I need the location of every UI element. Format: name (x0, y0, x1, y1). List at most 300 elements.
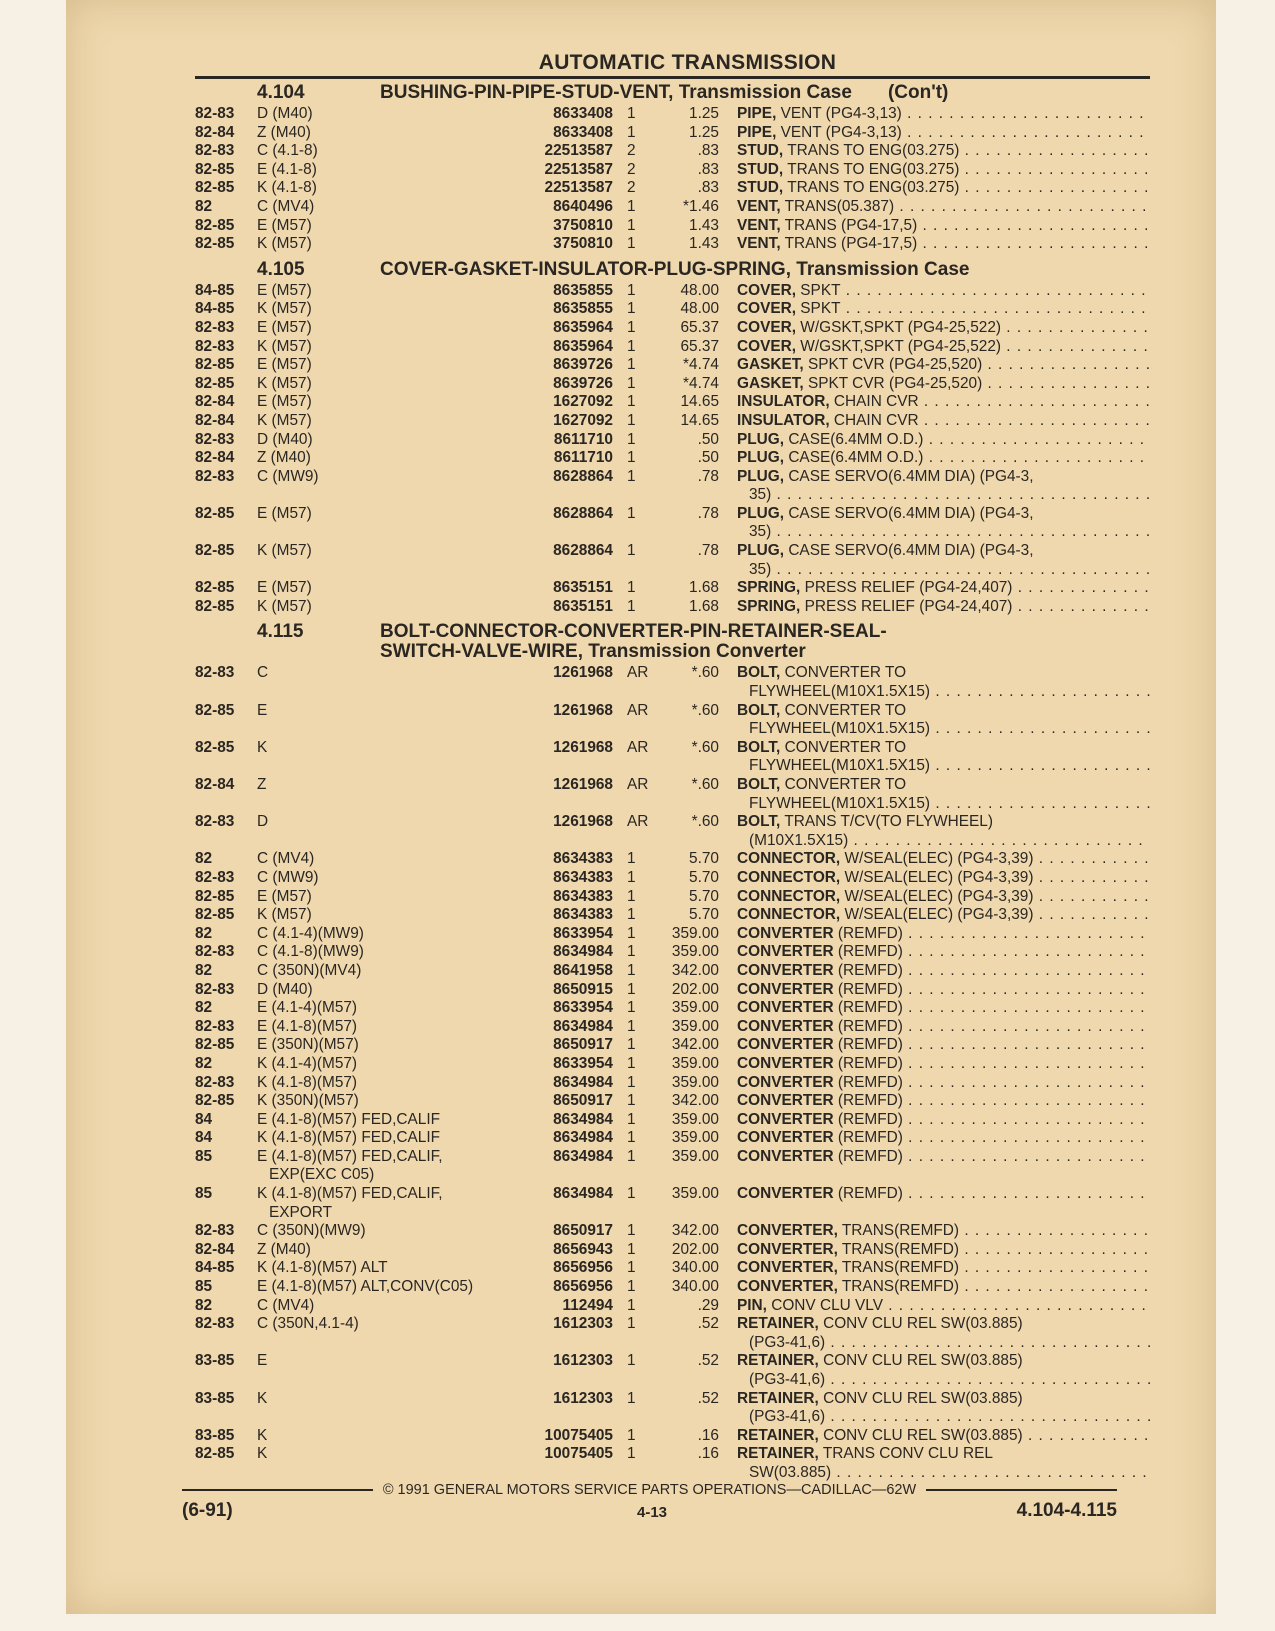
section-number: 4.115 (257, 621, 304, 643)
description-line-2: (PG3-41,6) . . . (737, 1408, 1150, 1427)
description-text: CHAIN CVR (833, 411, 919, 429)
description-line (737, 375, 1150, 394)
description-text: (REMFD) (837, 999, 903, 1017)
table-row (195, 1390, 1150, 1427)
description-line (737, 105, 1150, 124)
model-code (257, 1445, 537, 1482)
year-range: 82-85 (195, 504, 235, 522)
description-line (737, 124, 1150, 143)
description (737, 962, 1150, 981)
part-number: 3750810 (553, 216, 613, 234)
part-number: 8634984 (553, 1073, 613, 1091)
sections-container (195, 83, 1150, 1483)
year-range: 84 (195, 1129, 213, 1147)
description-text: TRANS CONV CLU REL (822, 1445, 993, 1463)
part-name: BOLT, (737, 738, 781, 756)
description-line (737, 869, 1150, 888)
description-line (737, 962, 1150, 981)
table-row (195, 217, 1150, 236)
quantity: 1 (627, 393, 636, 411)
description (737, 217, 1150, 236)
section-heading (195, 622, 1150, 662)
description (737, 1297, 1150, 1316)
part-name: COVER, (737, 318, 797, 336)
year-range: 82-85 (195, 356, 235, 374)
description-line (737, 999, 1150, 1018)
description (737, 1445, 1150, 1482)
quantity: 1 (627, 961, 636, 979)
description (737, 356, 1150, 375)
quantity: 1 (627, 449, 636, 467)
year-range: 85 (195, 1147, 213, 1165)
description-line-2: (M10X1.5X15) . . . (737, 832, 1150, 851)
table-row (195, 449, 1150, 468)
description-line (737, 161, 1150, 180)
part-number: 1627092 (553, 411, 613, 429)
parts-list (195, 105, 1150, 254)
description (737, 1111, 1150, 1130)
year-range: 82-85 (195, 738, 235, 756)
year-range: 82-84 (195, 776, 235, 793)
description-line (737, 1222, 1150, 1241)
model-code (257, 813, 537, 850)
year-range: 82-85 (195, 1092, 235, 1110)
quantity: 1 (627, 216, 636, 234)
part-number: 8635151 (553, 579, 613, 597)
model-line: K (257, 1426, 268, 1444)
description-text: CHAIN CVR (833, 393, 919, 411)
model-code (257, 161, 537, 180)
part-number: 8634383 (553, 868, 613, 886)
part-number: 8611710 (553, 449, 613, 467)
table-row (195, 664, 1150, 701)
price: *.60 (691, 813, 719, 831)
year-range: 82 (195, 1296, 213, 1314)
model-code (257, 1092, 537, 1111)
quantity: 1 (627, 999, 636, 1017)
part-name: CONVERTER, (737, 1278, 838, 1296)
price: 5.70 (689, 868, 719, 886)
price: .29 (697, 1296, 719, 1314)
price: 65.37 (680, 318, 719, 336)
quantity: AR (627, 813, 649, 831)
price: 359.00 (671, 1147, 719, 1165)
table-row (195, 124, 1150, 143)
model-code (257, 1427, 537, 1446)
description-text: VENT (PG4-3,13) (780, 105, 902, 122)
model-code (257, 664, 537, 701)
page-footer (182, 1482, 1117, 1526)
section-heading (195, 260, 1150, 280)
year-range: 82-83 (195, 105, 235, 122)
section-title-main: COVER-GASKET-INSULATOR-PLUG-SPRING, (380, 258, 791, 280)
model-line: K (4.1-8) (257, 179, 317, 197)
description (737, 124, 1150, 143)
price: *1.46 (683, 197, 719, 215)
description-line (737, 542, 1150, 561)
quantity: 1 (627, 281, 636, 299)
model-line: E (257, 701, 268, 719)
table-row (195, 1278, 1150, 1297)
part-name: CONVERTER (737, 1017, 834, 1035)
description (737, 1185, 1150, 1222)
quantity: 1 (627, 1315, 636, 1333)
description-line (737, 981, 1150, 1000)
description (737, 393, 1150, 412)
description-line (737, 198, 1150, 217)
section-continued: (Con't) (887, 82, 949, 103)
description (737, 449, 1150, 468)
description (737, 1315, 1150, 1352)
year-range: 82-85 (195, 235, 235, 253)
part-number: 8650917 (553, 1092, 613, 1110)
description-line (737, 235, 1150, 254)
section-heading (195, 83, 1150, 103)
model-code (257, 1185, 537, 1222)
description-text: CONVERTER TO (784, 776, 907, 793)
description-text: (REMFD) (837, 943, 903, 961)
section-number: 4.105 (257, 258, 305, 280)
part-name: PIN, (737, 1296, 767, 1314)
part-name: STUD, (737, 160, 784, 178)
price: 342.00 (671, 1222, 719, 1240)
description (737, 1018, 1150, 1037)
model-code (257, 1018, 537, 1037)
part-name: VENT, (737, 197, 781, 215)
part-number: 8635855 (553, 281, 613, 299)
part-number: 8640496 (553, 197, 613, 215)
footer-section-range: 4.104-4.115 (1016, 1500, 1117, 1521)
quantity: 1 (627, 430, 636, 448)
model-line: K (4.1-4)(M57) (257, 1054, 358, 1072)
model-line: C (4.1-8)(MW9) (257, 943, 364, 961)
table-row (195, 431, 1150, 450)
model-line: E (M57) (257, 579, 312, 597)
price: .52 (697, 1315, 719, 1333)
table-row (195, 319, 1150, 338)
part-number: 8656943 (553, 1240, 613, 1258)
model-line: K (257, 738, 268, 756)
description-text: W/SEAL(ELEC) (PG4-3,39) (844, 906, 1034, 924)
description-line (737, 468, 1150, 487)
year-range: 82-85 (195, 701, 235, 719)
part-number: 8635855 (553, 300, 613, 318)
price: .78 (697, 467, 719, 485)
quantity: 1 (627, 1426, 636, 1444)
year-range: 82-83 (195, 430, 235, 448)
description-line (737, 505, 1150, 524)
part-number: 1261968 (553, 701, 613, 719)
section-title (380, 83, 1150, 103)
quantity: 1 (627, 1259, 636, 1277)
model-code (257, 1111, 537, 1130)
table-row (195, 1148, 1150, 1185)
part-name: CONVERTER, (737, 1240, 838, 1258)
part-number: 8634984 (553, 1147, 613, 1165)
table-row (195, 943, 1150, 962)
model-code (257, 1129, 537, 1148)
description (737, 1036, 1150, 1055)
model-line: D (M40) (257, 430, 313, 448)
price: 342.00 (671, 961, 719, 979)
description (737, 282, 1150, 301)
part-name: CONVERTER (737, 961, 834, 979)
part-number: 22513587 (544, 142, 613, 160)
price: 1.43 (689, 235, 719, 253)
description-text: W/GSKT,SPKT (PG4-25,522) (800, 337, 1002, 355)
model-line: Z (M40) (257, 449, 311, 467)
table-row (195, 1111, 1150, 1130)
model-code (257, 412, 537, 431)
part-name: CONVERTER, (737, 1259, 838, 1277)
model-line: E (M57) (257, 356, 312, 374)
description (737, 925, 1150, 944)
quantity: 1 (627, 850, 636, 868)
part-name: CONVERTER (737, 1129, 834, 1147)
part-number: 8650917 (553, 1036, 613, 1054)
model-code (257, 179, 537, 198)
year-range: 83-85 (195, 1389, 235, 1407)
description-line (737, 356, 1150, 375)
model-line: K (257, 1389, 268, 1407)
model-line-2: EXP(EXC C05) (269, 1166, 375, 1184)
part-number: 8634383 (553, 887, 613, 905)
table-row (195, 869, 1150, 888)
table-row (195, 1297, 1150, 1316)
description-line (737, 449, 1150, 468)
footer-bottom (182, 1500, 1117, 1526)
quantity: 1 (627, 924, 636, 942)
price: 342.00 (671, 1036, 719, 1054)
description-text: (REMFD) (837, 961, 903, 979)
section-title-main: BOLT-CONNECTOR-CONVERTER-PIN-RETAINER-SEAL- (380, 621, 887, 643)
description-text: PRESS RELIEF (PG4-24,407) (804, 597, 1013, 615)
description-line (737, 1427, 1150, 1446)
model-line: E (4.1-8)(M57) FED,CALIF, (257, 1147, 443, 1165)
part-number: 1261968 (553, 664, 613, 682)
description (737, 431, 1150, 450)
price: .78 (697, 542, 719, 560)
description-line (737, 1129, 1150, 1148)
model-line: E (350N)(M57) (257, 1036, 359, 1054)
quantity: 1 (627, 1110, 636, 1128)
quantity: 1 (627, 337, 636, 355)
price: 340.00 (671, 1259, 719, 1277)
part-number: 8634984 (553, 1017, 613, 1035)
quantity: 1 (627, 318, 636, 336)
description (737, 869, 1150, 888)
quantity: 2 (627, 160, 636, 178)
year-range: 82-83 (195, 467, 235, 485)
description-text: W/SEAL(ELEC) (PG4-3,39) (844, 850, 1034, 868)
table-row (195, 813, 1150, 850)
year-range: 82-83 (195, 318, 235, 336)
part-number: 8628864 (553, 467, 613, 485)
model-line: C (MV4) (257, 197, 315, 215)
model-line: C (350N,4.1-4) (257, 1315, 359, 1333)
table-row (195, 702, 1150, 739)
description (737, 850, 1150, 869)
model-line: E (4.1-8)(M57) (257, 1017, 358, 1035)
part-number: 8634984 (553, 1110, 613, 1128)
part-name: CONVERTER (737, 999, 834, 1017)
model-code (257, 1074, 537, 1093)
part-number: 1261968 (553, 738, 613, 756)
description-line (737, 142, 1150, 161)
quantity: 1 (627, 1129, 636, 1147)
part-name: GASKET, (737, 356, 804, 374)
description (737, 579, 1150, 598)
model-line: E (M57) (257, 393, 312, 411)
description-line (737, 1390, 1150, 1409)
description-line (737, 1055, 1150, 1074)
table-row (195, 1241, 1150, 1260)
description-line (737, 776, 1150, 795)
model-line: E (M57) (257, 216, 312, 234)
year-range: 82-84 (195, 1240, 235, 1258)
table-row (195, 393, 1150, 412)
year-range: 84-85 (195, 281, 235, 299)
model-line: C (4.1-4)(MW9) (257, 924, 364, 942)
year-range: 82-85 (195, 179, 235, 197)
model-line: K (M57) (257, 906, 312, 924)
price: 359.00 (671, 1129, 719, 1147)
model-line: C (257, 664, 269, 682)
part-name: RETAINER, (737, 1389, 819, 1407)
description (737, 319, 1150, 338)
year-range: 82 (195, 850, 213, 868)
page-content (195, 50, 1150, 1483)
description-text: TRANS(REMFD) (841, 1259, 960, 1277)
quantity: 1 (627, 1278, 636, 1296)
description-text: CONV CLU VLV (771, 1296, 883, 1314)
model-code (257, 598, 537, 617)
description-line-2: FLYWHEEL(M10X1.5X15) . . . (737, 757, 1150, 776)
part-name: CONNECTOR, (737, 850, 841, 868)
model-code (257, 468, 537, 505)
description-text: TRANS(REMFD) (841, 1240, 960, 1258)
description (737, 1259, 1150, 1278)
part-number: 8635151 (553, 597, 613, 615)
year-range: 84 (195, 1110, 213, 1128)
model-code (257, 1315, 537, 1352)
model-code (257, 1259, 537, 1278)
part-number: 8650917 (553, 1222, 613, 1240)
price: *.60 (691, 738, 719, 756)
model-line: C (350N)(MV4) (257, 961, 362, 979)
year-range: 82-85 (195, 1036, 235, 1054)
part-number: 1627092 (553, 393, 613, 411)
model-line: K (4.1-8)(M57) (257, 1073, 358, 1091)
quantity: 1 (627, 1222, 636, 1240)
description-text: SPKT CVR (PG4-25,520) (807, 356, 983, 374)
model-line: E (M57) (257, 887, 312, 905)
description-line-2: 35) . . . (737, 561, 1150, 580)
model-line: K (M57) (257, 374, 312, 392)
part-number: 8633954 (553, 1054, 613, 1072)
year-range: 82-83 (195, 943, 235, 961)
table-row (195, 338, 1150, 357)
description-line (737, 1018, 1150, 1037)
model-code (257, 124, 537, 143)
description (737, 161, 1150, 180)
model-line: C (MV4) (257, 850, 315, 868)
model-line: K (4.1-8)(M57) ALT (257, 1259, 388, 1277)
description-line (737, 1036, 1150, 1055)
page-title: AUTOMATIC TRANSMISSION (195, 50, 1150, 79)
description-text: (REMFD) (837, 1147, 903, 1165)
description-line (737, 431, 1150, 450)
description (737, 1352, 1150, 1389)
description-line (737, 179, 1150, 198)
model-code (257, 1297, 537, 1316)
table-row (195, 1445, 1150, 1482)
table-row (195, 1129, 1150, 1148)
model-code (257, 449, 537, 468)
part-name: CONVERTER (737, 980, 834, 998)
model-line: E (257, 1352, 268, 1370)
year-range: 82-84 (195, 411, 235, 429)
quantity: 1 (627, 374, 636, 392)
quantity: 1 (627, 1147, 636, 1165)
description (737, 375, 1150, 394)
footer-rule-right (926, 1489, 1117, 1491)
model-code (257, 300, 537, 319)
price: .83 (697, 179, 719, 197)
model-line: K (350N)(M57) (257, 1092, 359, 1110)
quantity: AR (627, 776, 649, 793)
description (737, 1427, 1150, 1446)
model-code (257, 198, 537, 217)
quantity: 1 (627, 887, 636, 905)
description (737, 505, 1150, 542)
quantity: 2 (627, 142, 636, 160)
description (737, 468, 1150, 505)
table-row (195, 1092, 1150, 1111)
table-row (195, 850, 1150, 869)
description (737, 702, 1150, 739)
table-row (195, 1315, 1150, 1352)
year-range: 82 (195, 924, 213, 942)
quantity: 2 (627, 179, 636, 197)
quantity: 1 (627, 1017, 636, 1035)
description-line (737, 217, 1150, 236)
description-text: SPKT CVR (PG4-25,520) (807, 374, 983, 392)
price: 1.68 (689, 597, 719, 615)
part-name: VENT, (737, 216, 781, 234)
model-line: D (M40) (257, 980, 313, 998)
table-row (195, 356, 1150, 375)
description-text: TRANS (PG4-17,5) (784, 216, 918, 234)
description (737, 1074, 1150, 1093)
description-line (737, 906, 1150, 925)
part-number: 1261968 (553, 813, 613, 831)
price: 340.00 (671, 1278, 719, 1296)
part-number: 1612303 (553, 1352, 613, 1370)
part-name: RETAINER, (737, 1352, 819, 1370)
description (737, 813, 1150, 850)
model-code (257, 943, 537, 962)
part-name: CONVERTER (737, 1092, 834, 1110)
table-row (195, 1036, 1150, 1055)
table-row (195, 579, 1150, 598)
description (737, 412, 1150, 431)
description-line (737, 300, 1150, 319)
part-number: 8628864 (553, 542, 613, 560)
model-code (257, 888, 537, 907)
year-range: 82-84 (195, 393, 235, 411)
footer-rule-line (182, 1482, 1117, 1498)
